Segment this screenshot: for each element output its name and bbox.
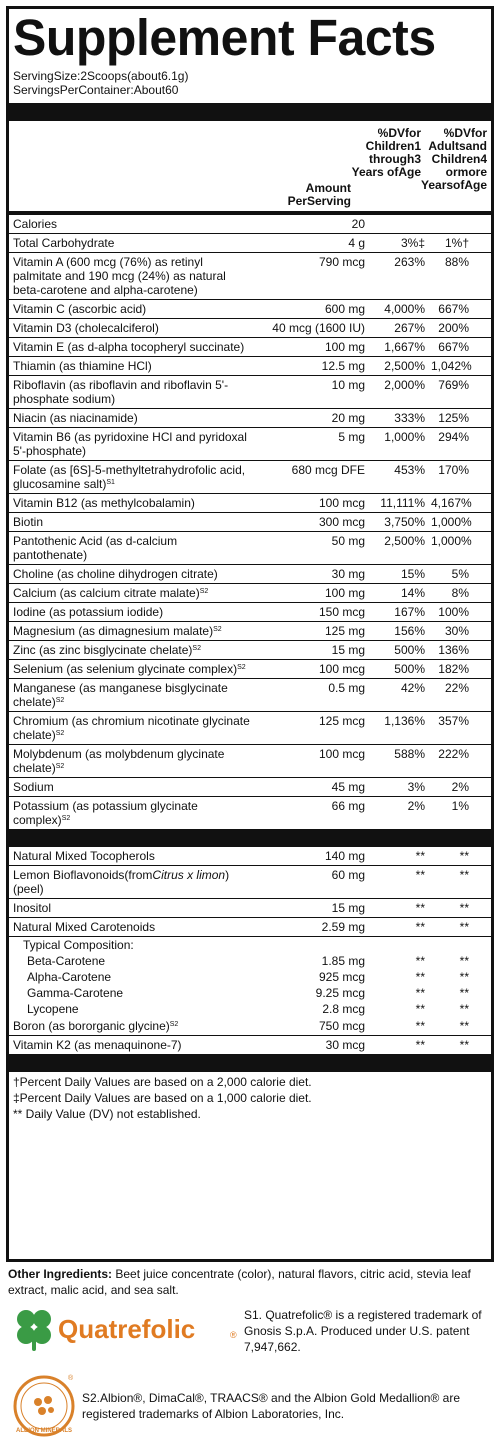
- dv-children: [365, 217, 431, 231]
- table-row: [9, 1001, 491, 1017]
- table-row: [9, 428, 491, 461]
- amount-per-serving: 750 mcg: [318, 1019, 365, 1033]
- other-ingredients: [8, 1266, 494, 1298]
- thick-divider: [9, 829, 491, 847]
- amount-per-serving: 1.85 mg: [321, 954, 365, 968]
- dv-adults: 1,000%: [431, 534, 472, 548]
- dv-adults: 667%: [438, 302, 469, 316]
- amount-per-serving: 10 mg: [331, 378, 365, 392]
- dv-adults: 4,167%: [431, 496, 472, 510]
- table-row: [9, 866, 491, 899]
- svg-text:®: ®: [68, 1375, 74, 1382]
- amount-per-serving: 2.59 mg: [321, 920, 365, 934]
- dv-children: 500%: [394, 643, 425, 657]
- nutrient-name: Sodium: [13, 780, 54, 794]
- dv-children: **: [415, 954, 425, 968]
- dv-adults: **: [459, 954, 469, 968]
- table-row: [9, 234, 491, 253]
- table-row: [9, 338, 491, 357]
- dv-children: 2%: [407, 799, 425, 813]
- table-row: [9, 494, 491, 513]
- nutrient-name: Thiamin (as thiamine HCl): [13, 359, 152, 373]
- nutrient-name: Vitamin E (as d-alpha tocopheryl succinate): [13, 340, 245, 354]
- amount-per-serving: 125 mcg: [318, 714, 365, 728]
- dv-adults: 30%: [444, 624, 469, 638]
- dv-adults: 2%: [451, 780, 469, 794]
- nutrient-name: Lycopene: [27, 1002, 79, 1016]
- dv-children: 2,500%: [384, 359, 425, 373]
- table-row: [9, 319, 491, 338]
- nutrient-name: Zinc (as zinc bisglycinate chelate)$^{S2}$: [13, 643, 201, 657]
- nutrient-name: Vitamin A (600 mcg (76%) as retinyl palmitate and 190 mcg (24%) as natural beta-carotene and alpha-carotene): [13, 255, 226, 297]
- dv-adults: **: [459, 970, 469, 984]
- nutrient-name: Biotin: [13, 515, 44, 529]
- footnote: ** Daily Value (DV) not established.: [13, 1107, 201, 1121]
- amount-per-serving: 30 mcg: [325, 1038, 365, 1052]
- dv-adults: **: [459, 920, 469, 934]
- dv-adults: **: [459, 1019, 469, 1033]
- nutrient-name: Natural Mixed Tocopherols: [13, 849, 155, 863]
- table-row: [9, 253, 491, 300]
- amount-per-serving: 15 mg: [331, 901, 365, 915]
- svg-text:ALBION MINERALS: ALBION MINERALS: [16, 1428, 72, 1434]
- amount-per-serving: 2.8 mcg: [322, 1002, 365, 1016]
- table-row: [9, 712, 491, 745]
- nutrient-table: [13, 215, 487, 829]
- table-row: [9, 357, 491, 376]
- amount-per-serving: 100 mcg: [318, 662, 365, 676]
- amount-per-serving: 5 mg: [338, 430, 365, 444]
- nutrient-name: Pantothenic Acid (as d-calcium pantothenate): [13, 534, 178, 562]
- table-row: [9, 513, 491, 532]
- table-row: [9, 745, 491, 778]
- dv-adults: [431, 938, 487, 952]
- dv-adults: 136%: [438, 643, 469, 657]
- nutrient-name: Inositol: [13, 901, 52, 915]
- dv-children: **: [415, 868, 425, 882]
- nutrient-name: Vitamin C (ascorbic acid): [13, 302, 147, 316]
- table-row: [9, 584, 491, 603]
- amount-per-serving: 40 mcg (1600 IU): [272, 321, 365, 335]
- dv-children: **: [415, 986, 425, 1000]
- servings-per-container: ServingsPerContainer:About60: [13, 83, 179, 97]
- dv-adults: 1%†: [444, 236, 469, 250]
- dv-children: 15%: [400, 567, 425, 581]
- table-row: [9, 532, 491, 565]
- nutrient-name: Choline (as choline dihydrogen citrate): [13, 567, 218, 581]
- nutrient-name: Riboflavin (as riboflavin and riboflavin 5'-phosphate sodium): [13, 378, 229, 406]
- amount-per-serving: 12.5 mg: [321, 359, 365, 373]
- dv-adults: 200%: [438, 321, 469, 335]
- quatrefolic-note: S1. Quatrefolic® is a registered trademark of Gnosis S.p.A. Produced under U.S. patent 7,947,662.: [244, 1308, 482, 1354]
- supplement-facts-panel: [6, 6, 494, 1262]
- dv-children: **: [415, 1002, 425, 1016]
- dv-children: **: [415, 849, 425, 863]
- header-dv-adults: %DVfor Adultsand Children4 ormore YearsofAge: [421, 126, 488, 192]
- table-row: [9, 565, 491, 584]
- dv-children: 500%: [394, 662, 425, 676]
- dv-adults: **: [459, 1038, 469, 1052]
- dv-children: **: [415, 901, 425, 915]
- table-row: [9, 797, 491, 829]
- table-row: [9, 603, 491, 622]
- table-row: [9, 622, 491, 641]
- dv-children: 588%: [394, 747, 425, 761]
- dv-children: 267%: [394, 321, 425, 335]
- amount-per-serving: 50 mg: [331, 534, 365, 548]
- footnote: ‡Percent Daily Values are based on a 1,000 calorie diet.: [13, 1091, 312, 1105]
- amount-per-serving: 790 mcg: [318, 255, 365, 269]
- table-row: [9, 660, 491, 679]
- nutrient-name: Total Carbohydrate: [13, 236, 115, 250]
- dv-children: 1,136%: [384, 714, 425, 728]
- amount-per-serving: 150 mcg: [318, 605, 365, 619]
- dv-children: **: [415, 1019, 425, 1033]
- nutrient-name: Selenium (as selenium glycinate complex)$^{S2}$: [13, 662, 246, 676]
- dv-adults: 769%: [438, 378, 469, 392]
- quatrefolic-wordmark: Quatrefolic: [58, 1314, 196, 1344]
- dv-children: **: [415, 920, 425, 934]
- dv-adults: 1,042%: [431, 359, 472, 373]
- amount-per-serving: 9.25 mcg: [315, 986, 365, 1000]
- nutrient-name: Chromium (as chromium nicotinate glycinate chelate)$^{S2}$: [13, 714, 250, 742]
- nutrient-name: Molybdenum (as molybdenum glycinate chelate)$^{S2}$: [13, 747, 225, 775]
- table-row: [9, 985, 491, 1001]
- amount-per-serving: 925 mcg: [318, 970, 365, 984]
- dv-adults: 125%: [438, 411, 469, 425]
- nutrient-name: Lemon Bioflavonoids(fromCitrus x limon)(peel): [13, 868, 230, 896]
- table-row: [9, 679, 491, 712]
- nutrient-name: Magnesium (as dimagnesium malate)$^{S2}$: [13, 624, 222, 638]
- nutrient-name: Natural Mixed Carotenoids: [13, 920, 156, 934]
- dv-adults: 222%: [438, 747, 469, 761]
- amount-per-serving: 45 mg: [331, 780, 365, 794]
- table-row: [9, 376, 491, 409]
- amount-per-serving: 125 mg: [324, 624, 365, 638]
- dv-adults: 667%: [438, 340, 469, 354]
- dv-adults: 182%: [438, 662, 469, 676]
- dv-adults: 5%: [451, 567, 469, 581]
- dv-children: 263%: [394, 255, 425, 269]
- table-row: [9, 300, 491, 319]
- amount-per-serving: 100 mcg: [318, 747, 365, 761]
- table-row: [9, 1017, 491, 1036]
- other-ingredients-label: Other Ingredients:: [8, 1267, 113, 1281]
- dv-adults: [431, 217, 487, 231]
- table-row: [9, 953, 491, 969]
- table-row: [9, 899, 491, 918]
- nutrient-name: Vitamin B6 (as pyridoxine HCl and pyridoxal 5'-phosphate): [13, 430, 247, 458]
- clover-icon: [17, 1310, 51, 1351]
- dv-children: 333%: [394, 411, 425, 425]
- nutrient-name: Beta-Carotene: [27, 954, 106, 968]
- amount-per-serving: 0.5 mg: [328, 681, 365, 695]
- nutrient-name: Alpha-Carotene: [27, 970, 112, 984]
- nutrient-name: Boron (as bororganic glycine)$^{S2}$: [13, 1019, 179, 1033]
- albion-seal-icon: [12, 1372, 76, 1438]
- amount-per-serving: 140 mg: [324, 849, 365, 863]
- dv-children: 2,000%: [384, 378, 425, 392]
- dv-children: 3%: [407, 780, 425, 794]
- other-ingredients-table: [13, 847, 487, 1054]
- serving-size: ServingSize:2Scoops(about6.1g): [13, 69, 189, 83]
- table-row: [9, 409, 491, 428]
- nutrient-name: Folate (as [6S]-5-methyltetrahydrofolic acid, glucosamine salt)$^{S1}$: [13, 463, 246, 491]
- header-amount: Amount PerServing: [287, 181, 351, 208]
- dv-adults: 100%: [438, 605, 469, 619]
- table-row: [9, 641, 491, 660]
- dv-children: 3,750%: [384, 515, 425, 529]
- nutrient-name: Vitamin K2 (as menaquinone-7): [13, 1038, 182, 1052]
- dv-adults: **: [459, 849, 469, 863]
- amount-per-serving: 15 mg: [331, 643, 365, 657]
- amount-per-serving: 20 mg: [331, 411, 365, 425]
- dv-children: 14%: [400, 586, 425, 600]
- panel-title: Supplement Facts: [13, 9, 436, 66]
- dv-adults: 8%: [451, 586, 469, 600]
- amount-per-serving: 300 mcg: [318, 515, 365, 529]
- footnotes: [13, 1072, 487, 1122]
- amount-per-serving: 20: [351, 217, 365, 231]
- dv-children: 2,500%: [384, 534, 425, 548]
- albion-note: S2.Albion®, DimaCal®, TRAACS® and the Albion Gold Medallion® are registered trademarks of Albion Laboratories, Inc.: [82, 1391, 460, 1421]
- table-row: [9, 847, 491, 866]
- amount-per-serving: 66 mg: [331, 799, 365, 813]
- quatrefolic-logo: [12, 1305, 242, 1355]
- svg-text:®: ®: [230, 1330, 237, 1340]
- dv-adults: **: [459, 1002, 469, 1016]
- albion-section: [12, 1372, 488, 1442]
- dv-children: 3%‡: [400, 236, 425, 250]
- dv-adults: 88%: [444, 255, 469, 269]
- amount-per-serving: 100 mg: [324, 340, 365, 354]
- nutrient-name: Manganese (as manganese bisglycinate chelate)$^{S2}$: [13, 681, 228, 709]
- table-row: [9, 215, 491, 234]
- footnote: †Percent Daily Values are based on a 2,000 calorie diet.: [13, 1075, 312, 1089]
- amount-per-serving: 680 mcg DFE: [291, 463, 365, 477]
- amount-per-serving: 30 mg: [331, 567, 365, 581]
- dv-children: **: [415, 970, 425, 984]
- amount-per-serving: 100 mg: [324, 586, 365, 600]
- nutrient-name: Vitamin D3 (cholecalciferol): [13, 321, 159, 335]
- dv-children: 453%: [394, 463, 425, 477]
- thick-divider: [9, 103, 491, 121]
- nutrient-name: Calcium (as calcium citrate malate)$^{S2}$: [13, 586, 209, 600]
- dv-children: 42%: [400, 681, 425, 695]
- amount-per-serving: [255, 938, 365, 952]
- table-row: [9, 918, 491, 937]
- table-row: [9, 937, 491, 953]
- dv-children: 1,667%: [384, 340, 425, 354]
- dv-adults: 294%: [438, 430, 469, 444]
- table-row: [9, 461, 491, 494]
- table-row: [9, 969, 491, 985]
- thick-divider: [9, 1054, 491, 1072]
- nutrient-name: Vitamin B12 (as methylcobalamin): [13, 496, 195, 510]
- amount-per-serving: 60 mg: [331, 868, 365, 882]
- table-row: [9, 1036, 491, 1054]
- dv-adults: 170%: [438, 463, 469, 477]
- dv-adults: 357%: [438, 714, 469, 728]
- dv-children: **: [415, 1038, 425, 1052]
- dv-adults: 22%: [444, 681, 469, 695]
- dv-children: 156%: [394, 624, 425, 638]
- dv-children: 167%: [394, 605, 425, 619]
- dv-adults: 1,000%: [431, 515, 472, 529]
- dv-adults: **: [459, 986, 469, 1000]
- nutrient-name: Gamma-Carotene: [27, 986, 124, 1000]
- other-ingredients-text: Beet juice concentrate (color), natural flavors, citric acid, stevia leaf extract, malic acid, and sea salt.: [8, 1267, 471, 1297]
- dv-adults: 1%: [451, 799, 469, 813]
- dv-adults: **: [459, 901, 469, 915]
- amount-per-serving: 100 mcg: [318, 496, 365, 510]
- dv-children: [365, 938, 431, 952]
- header-dv-children: %DVfor Children1 through3 Years ofAge: [351, 126, 421, 179]
- nutrient-name: Typical Composition:: [23, 938, 134, 952]
- nutrient-name: Calories: [13, 217, 58, 231]
- dv-children: 1,000%: [384, 430, 425, 444]
- dv-adults: **: [459, 868, 469, 882]
- amount-per-serving: 4 g: [348, 236, 365, 250]
- nutrient-name: Potassium (as potassium glycinate complex)$^{S2}$: [13, 799, 198, 827]
- nutrient-name: Niacin (as niacinamide): [13, 411, 138, 425]
- table-row: [9, 778, 491, 797]
- nutrient-name: Iodine (as potassium iodide): [13, 605, 164, 619]
- table-header: [9, 121, 491, 215]
- dv-children: 4,000%: [384, 302, 425, 316]
- amount-per-serving: 600 mg: [324, 302, 365, 316]
- quatrefolic-section: [12, 1305, 482, 1365]
- dv-children: 11,111%: [380, 496, 425, 510]
